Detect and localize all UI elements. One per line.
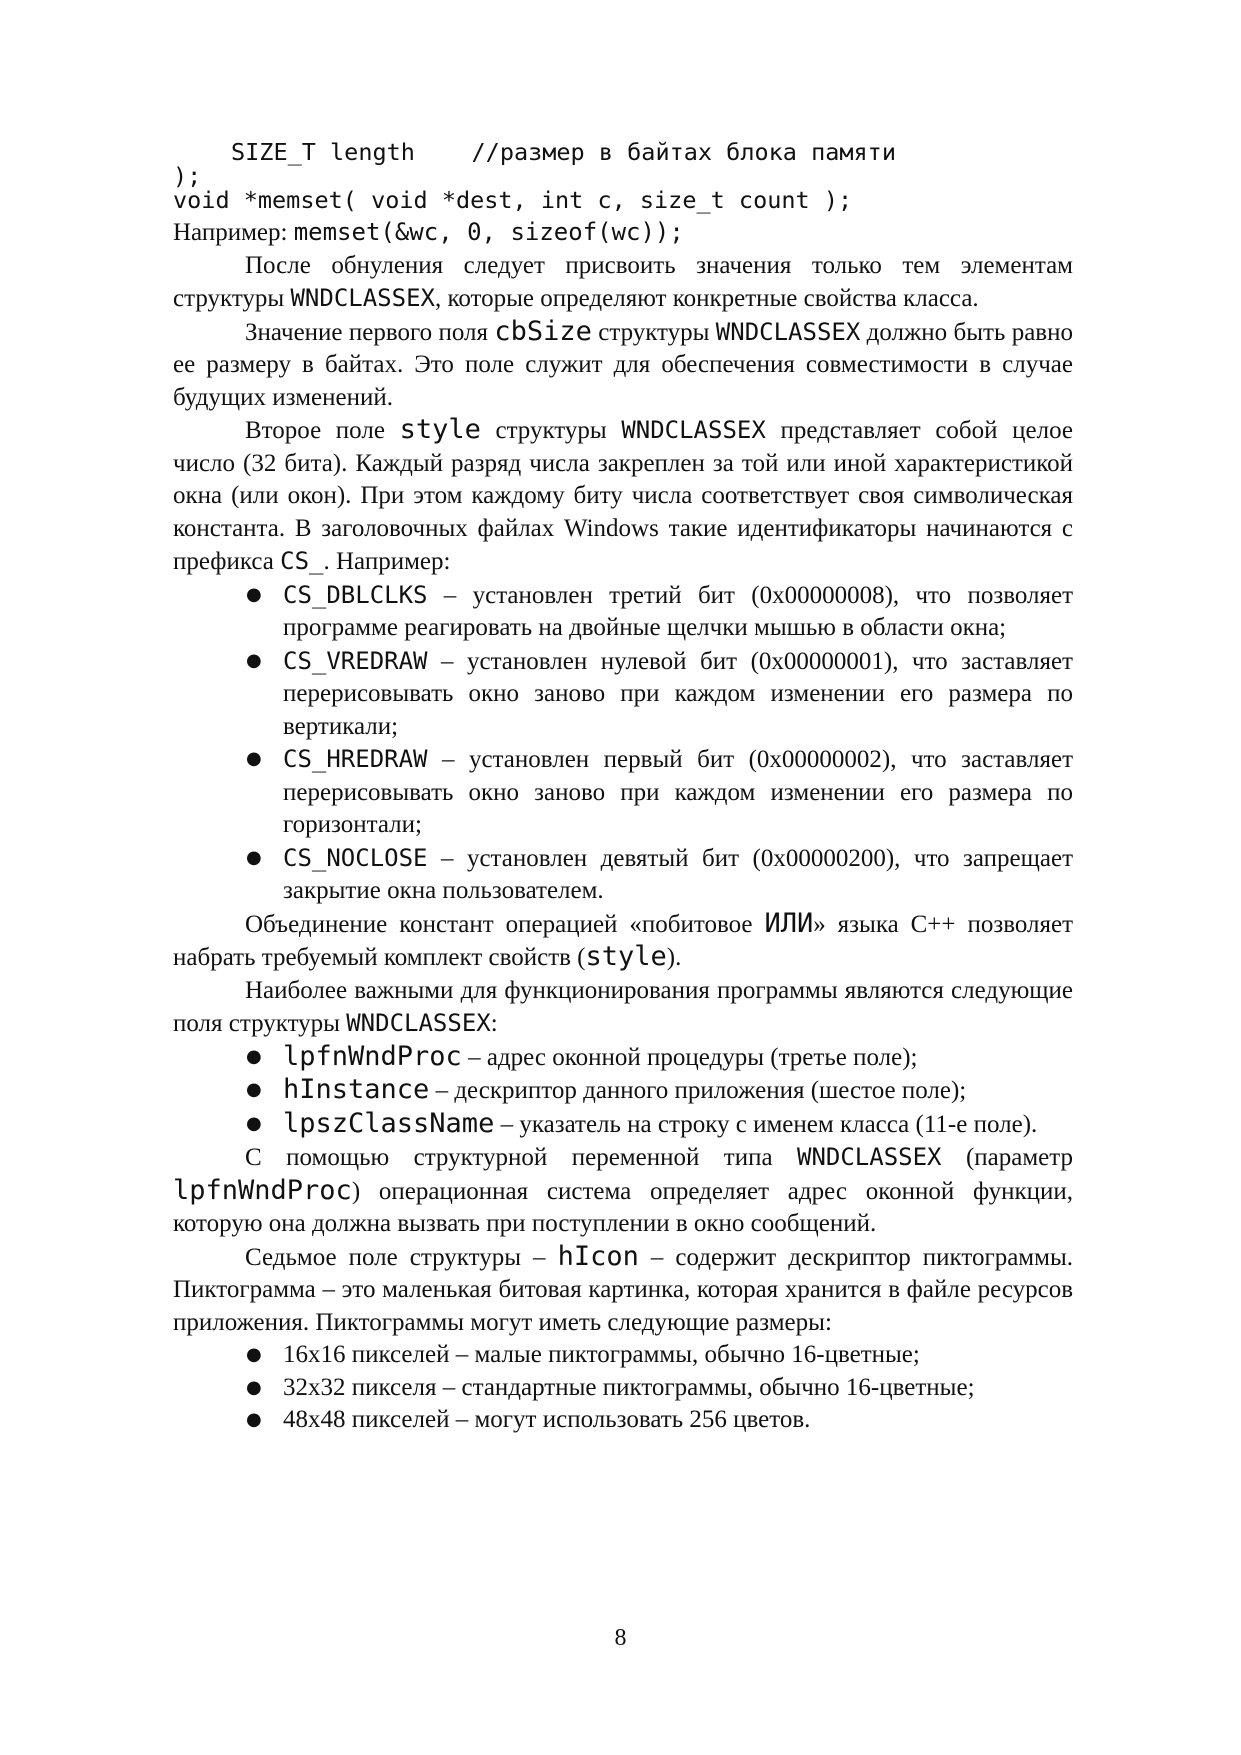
code-wndclassex: WNDCLASSEX [621, 416, 766, 444]
paragraph-bitwise-or [173, 908, 1073, 975]
paragraph-hicon [173, 1241, 1073, 1340]
paragraph-text: Объединение констант операцией «побитовое [245, 910, 765, 938]
code-wndclassex: WNDCLASSEX [797, 1143, 942, 1171]
code-cs-noclose: CS_NOCLOSE [283, 843, 428, 872]
list-item-icon-16: ● 16x16 пикселей – малые пиктограммы, обычно 16-цветные; [283, 1339, 1073, 1372]
list-item-text: – установлен девятый бит (0x00000200), что запрещает закрытие окна пользователем. [283, 844, 1073, 904]
list-item-lpfnwndproc [283, 1041, 1073, 1075]
code-hicon: hIcon [557, 1240, 639, 1272]
code-style: style [399, 414, 481, 445]
paragraph-text: , которые определяют конкретные свойства класса. [434, 285, 979, 312]
code-cs-vredraw: CS_VREDRAW [283, 646, 428, 675]
example-label: Например: [173, 219, 294, 246]
paragraph-text: Наиболее важными для функционирования программы являются следующие поля структуры [173, 976, 1073, 1037]
list-item-text: – указатель на строку с именем класса (11-е поле). [494, 1110, 1038, 1138]
paragraph-text: Значение первого поля [245, 318, 495, 346]
list-item-text: – адрес оконной процедуры (третье поле); [461, 1043, 918, 1071]
code-cbsize: cbSize [494, 315, 592, 347]
paragraph-text: После обнуления следует присвоить значения только тем элементам структуры [173, 251, 1073, 312]
page-number: 8 [614, 1625, 627, 1651]
paragraph-style-field [173, 414, 1073, 579]
paragraph-text: ) операционная система определяет адрес оконной функции, которую она должна вызвать при поступлении в окно сообщений. [173, 1177, 1073, 1237]
style-flags-list [173, 579, 1073, 908]
paragraph-text: Второе поле [245, 417, 400, 444]
icon-sizes-list [173, 1339, 1073, 1437]
example-line [173, 216, 1073, 250]
code-cs-hredraw: CS_HREDRAW [283, 745, 428, 773]
code-lpszclassname: lpszClassName [283, 1107, 495, 1139]
code-cs-prefix: CS_ [280, 547, 324, 575]
list-item-icon-32: ● 32x32 пикселя – стандартные пиктограммы, обычно 16-цветные; [283, 1372, 1073, 1405]
code-style: style [585, 941, 667, 972]
code-lpfnwndproc: lpfnWndProc [283, 1040, 462, 1072]
list-item-cs-vredraw [283, 645, 1073, 744]
paragraph-window-procedure [173, 1141, 1073, 1241]
list-item-text: – установлен нулевой бит (0x00000001), что заставляет перерисовывать окно заново при каждом изменении его размера по вертикали; [283, 647, 1073, 740]
paragraph-text: структуры [480, 417, 622, 444]
code-wndclassex: WNDCLASSEX [715, 317, 861, 346]
list-item-cs-hredraw [283, 743, 1073, 842]
page-content [173, 140, 1073, 1437]
code-hinstance: hInstance [283, 1074, 430, 1105]
list-item-cs-noclose [283, 842, 1073, 908]
paragraph-text: С помощью структурной переменной типа [245, 1144, 797, 1171]
paragraph-text: . Например: [323, 548, 451, 575]
code-line-size-t-length: SIZE_T length //размер в байтах блока памяти [231, 138, 896, 166]
paragraph-important-fields [173, 975, 1073, 1041]
code-lpfnwndproc: lpfnWndProc [173, 1174, 352, 1206]
paragraph-text: ). [666, 944, 682, 971]
list-item-cs-dblclks [283, 579, 1073, 645]
paragraph-cbsize [173, 316, 1073, 415]
paragraph-text: должно быть равно ее размеру в байтах. Это поле служит для обеспечения совместимости в случае будущих изменений. [173, 318, 1073, 411]
list-item-lpszclassname [283, 1108, 1073, 1142]
code-wndclassex: WNDCLASSEX [290, 284, 435, 312]
paragraph-text: представляет собой целое число (32 бита). Каждый разряд числа закреплен за той или иной характеристикой окна (или окон). При этом каждому биту числа соответствует своя символическая константа. В заголовочных файлах Windows такие идентификаторы начинаются с префикса [173, 417, 1073, 575]
paragraph-text: структуры [591, 318, 716, 346]
list-item-hinstance [283, 1074, 1073, 1108]
list-item-text: – установлен третий бит (0x00000008), что позволяет программе реагировать на двойные щелчки мышью в области окна; [283, 581, 1073, 641]
code-cs-dblclks: CS_DBLCLKS [283, 580, 428, 609]
paragraph-text: – содержит дескриптор пиктограммы. Пиктограмма – это маленькая битовая картинка, которая хранится в файле ресурсов приложения. Пиктограммы могут иметь следующие размеры: [173, 1243, 1073, 1336]
paragraph-text: : [490, 1010, 498, 1037]
code-line-memset-signature: void *memset( void *dest, int c, size_t count ); [173, 186, 853, 214]
code-line-close-paren: ); [173, 162, 202, 190]
example-code: memset(&wc, 0, sizeof(wc)); [293, 218, 684, 246]
list-item-icon-48: ● 48x48 пикселей – могут использовать 256 цветов. [283, 1404, 1073, 1437]
paragraph-text: (параметр [941, 1144, 1073, 1171]
important-fields-list [173, 1041, 1073, 1142]
paragraph-text: Седьмое поле структуры – [245, 1243, 558, 1271]
code-or-operator: ИЛИ [764, 907, 814, 939]
code-wndclassex: WNDCLASSEX [346, 1009, 491, 1037]
list-item-text: – дескриптор данного приложения (шестое поле); [429, 1077, 967, 1104]
list-item-text: – установлен первый бит (0x00000002), что заставляет перерисовывать окно заново при каждом изменении его размера по горизонтали; [283, 746, 1073, 838]
paragraph-text: » языка C++ позволяет набрать требуемый комплект свойств ( [173, 910, 1074, 971]
paragraph-zeroing [173, 250, 1073, 316]
